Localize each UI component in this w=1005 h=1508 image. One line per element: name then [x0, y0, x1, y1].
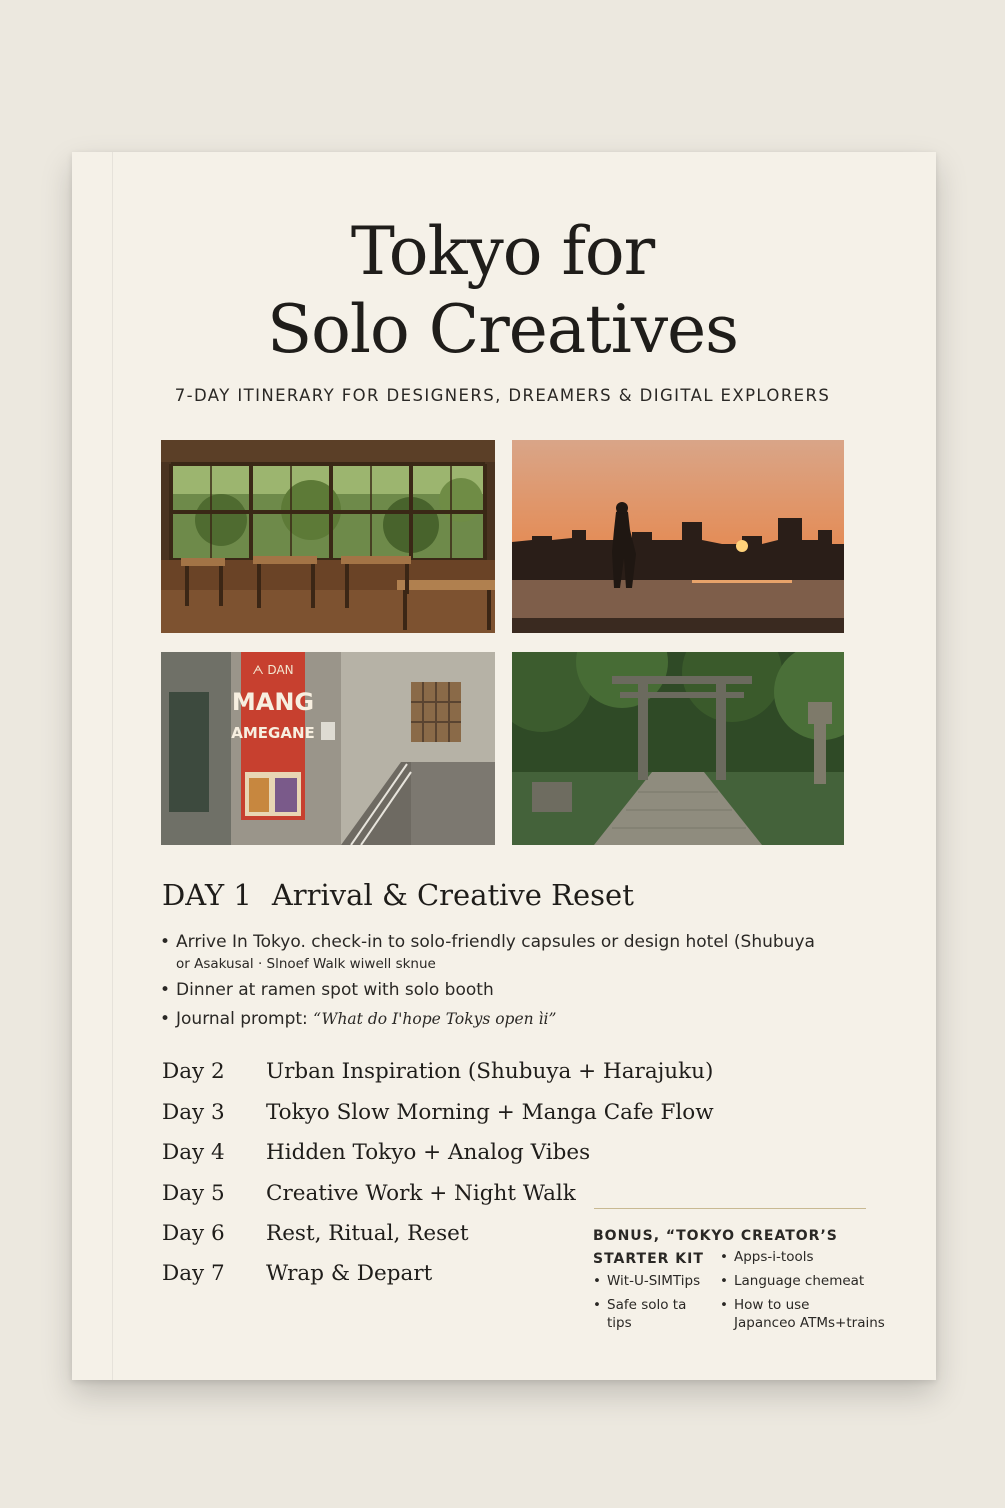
day-row-4: Day 4 Hidden Tokyo + Analog Vibes: [162, 1140, 591, 1165]
cover-subtitle: 7-DAY ITINERARY FOR DESIGNERS, DREAMERS & DIGITAL EXPLORERS: [174, 386, 831, 405]
cover-title-line2: Solo Creatives: [266, 291, 739, 368]
bonus-item-apps-tools: • Apps-i-tools: [720, 1249, 814, 1265]
day1-bullet-1-continuation: or Asakusal · Slnoef Walk wiwell sknue: [176, 956, 436, 972]
day1-number: DAY 1: [162, 878, 252, 912]
photo-torii-path: [512, 652, 844, 845]
bonus-item-language-cheat: • Language chemeat: [720, 1273, 865, 1289]
day1-bullet-1: • Arrive In Tokyo. check-in to solo-friendly capsules or design hotel (Shubuya: [160, 932, 815, 952]
day-row-2: Day 2 Urban Inspiration (Shubuya + Harajuku): [162, 1059, 714, 1084]
day1-bullet-2: • Dinner at ramen spot with solo booth: [160, 980, 494, 1000]
bonus-divider: [594, 1208, 866, 1209]
manga-sign-text: MANG: [231, 688, 315, 716]
bonus-item-safe-solo: • Safe solo t⁠a tips: [593, 1297, 687, 1331]
bonus-title: BONUS, “TOKYO CREATOR’S STARTER KIT: [593, 1228, 838, 1267]
journal-prompt-text: “What do I'hope Tokys open ìi”: [313, 1010, 557, 1028]
day-row-6: Day 6 Rest, Ritual, Reset: [162, 1221, 469, 1246]
cover-title-line1: Tokyo for: [350, 213, 655, 290]
photo-cafe-interior: [161, 440, 495, 633]
photo-manga-alley: [161, 652, 495, 845]
day-row-5: Day 5 Creative Work + Night Walk: [162, 1181, 576, 1206]
day1-bullet-3: • Journal prompt: “What do I'hope Tokys open ìi”: [160, 1009, 557, 1029]
day1-title: Arrival & Creative Reset: [271, 878, 634, 912]
manga-sign-subtext: AMEGANE: [231, 724, 315, 742]
bonus-item-sim-tips: • Wit-U-SIMTips: [593, 1273, 701, 1289]
day-row-3: Day 3 Tokyo Slow Morning + Manga Cafe Flow: [162, 1100, 714, 1125]
manga-sign-top-text: ᗅ DAN: [252, 663, 294, 677]
photo-sunset-skyline: [512, 440, 844, 633]
bonus-item-atms-trains: • How to use Japanceo ATMs+trains: [720, 1297, 885, 1331]
day-row-7: Day 7 Wrap & Depart: [162, 1261, 433, 1286]
day1-heading: [162, 878, 634, 912]
